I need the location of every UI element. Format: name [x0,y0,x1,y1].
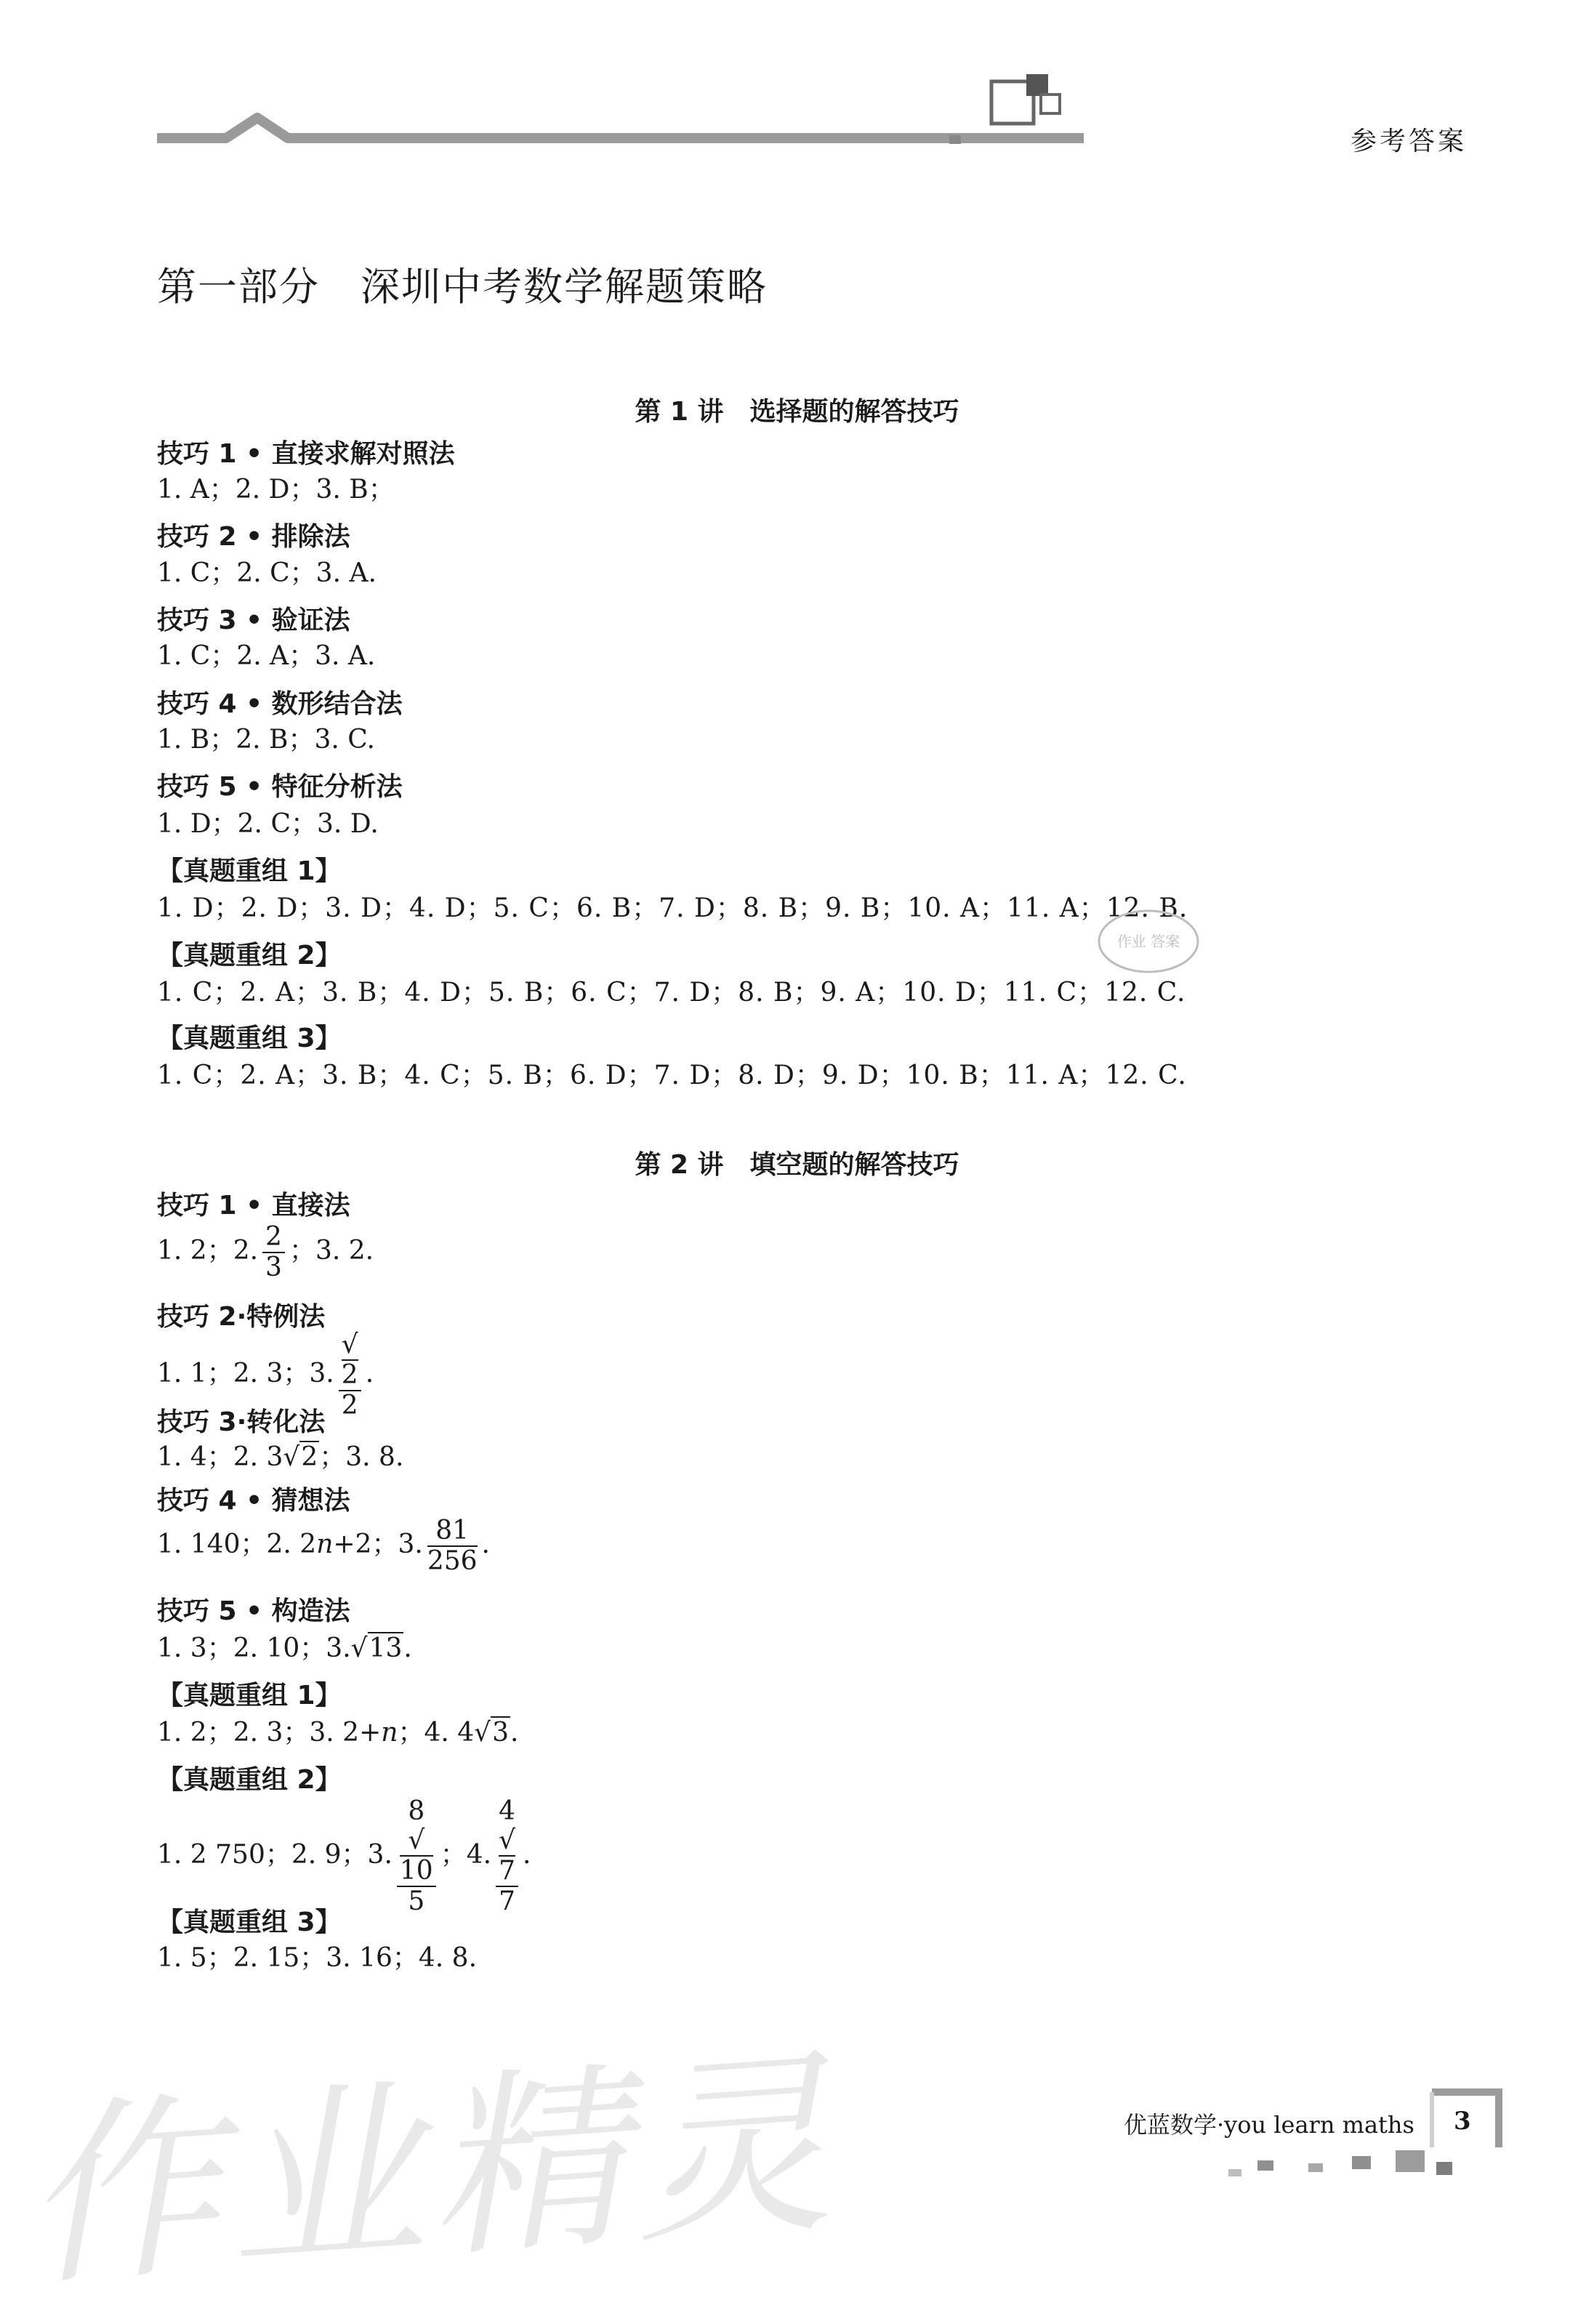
l1-answer-4: 1. B；2. B；3. C. [157,725,375,755]
l2-heading-6: 【真题重组 1】 [157,1681,342,1710]
l1-answer-5: 1. D；2. C；3. D. [157,809,379,839]
l1-heading-7: 【真题重组 2】 [157,941,342,970]
l1-answer-7: 1. C；2. A；3. B；4. D；5. B；6. C；7. D；8. B；9. A；10. D；11. C；12. C. [157,978,1186,1008]
l2-heading-1: 技巧 1 • 直接法 [157,1191,350,1221]
header-rule [157,65,1087,153]
l1-answer-3: 1. C；2. A；3. A. [157,641,376,671]
lecture-2-title: 第 2 讲 填空题的解答技巧 [635,1150,959,1180]
header-corner-label: 参考答案 [1351,126,1468,156]
stamp-seal [1090,901,1207,981]
l2-answer-2: 1. 1；2. 3；3. √ 2 2 . [157,1330,374,1420]
l2-heading-2: 技巧 2·特例法 [157,1302,326,1332]
l2-answer-8: 1. 5；2. 15；3. 16；4. 8. [157,1943,478,1973]
page-number: 3 [1454,2107,1471,2136]
footer-dots [1228,2144,1476,2188]
l2-answer-4: 1. 140；2. 2n+2；3. $\frac{81}{256}$ . [157,1516,490,1576]
sqrt-3: √3 [474,1718,509,1748]
fraction-sqrt2-2: √ 2 2 [339,1330,361,1420]
l1-heading-2: 技巧 2 • 排除法 [157,522,350,552]
l2-heading-3: 技巧 3·转化法 [157,1407,326,1437]
fraction-8sqrt10-5: 8 √ 10 5 [397,1797,436,1916]
l1-heading-8: 【真题重组 3】 [157,1024,342,1053]
l2-answer-7: 1. 2 750；2. 9；3. 8 √ 10 5 ；4. 4 √ 7 7 . [157,1796,531,1916]
page-title: 第一部分 深圳中考数学解题策略 [157,264,768,310]
watermark: 作业精灵 [15,2028,845,2314]
l2-heading-4: 技巧 4 • 猜想法 [157,1486,350,1516]
l1-heading-4: 技巧 4 • 数形结合法 [157,689,403,719]
l2-heading-7: 【真题重组 2】 [157,1765,342,1795]
l2-answer-1-a: 1. 2；2. [157,1236,259,1266]
l1-heading-6: 【真题重组 1】 [157,856,342,886]
l2-answer-5: 1. 3；2. 10；3.√13. [157,1633,412,1663]
l1-answer-1: 1. A；2. D；3. B； [157,475,395,504]
l1-answer-2: 1. C；2. C；3. A. [157,558,377,588]
fraction-81-256: $\frac{81}{256}$ [427,1516,478,1576]
l1-heading-3: 技巧 3 • 验证法 [157,606,350,635]
l1-answer-6: 1. D；2. D；3. D；4. D；5. C；6. B；7. D；8. B；9. B；10. A；11. A；12. B. [157,893,1188,923]
l2-heading-8: 【真题重组 3】 [157,1907,342,1937]
lecture-1-title: 第 1 讲 选择题的解答技巧 [635,397,959,427]
l1-answer-8: 1. C；2. A；3. B；4. C；5. B；6. D；7. D；8. D；9. D；10. B；11. A；12. C. [157,1061,1187,1090]
fraction-2-3: $\frac{2}{3}$ [262,1223,285,1282]
l2-answer-1: 1. 2；2. $\frac{2}{3}$ ；3. 2. [157,1222,374,1282]
l2-answer-6: 1. 2；2. 3；3. 2+n；4. 4√3. [157,1718,519,1748]
svg-text:作业 答案: 作业 答案 [1116,933,1180,950]
l2-answer-3: 1. 4；2. 3√2；3. 8. [157,1442,404,1472]
l1-heading-5: 技巧 5 • 特征分析法 [157,772,403,802]
sqrt-2: √2 [283,1442,318,1472]
l1-heading-1: 技巧 1 • 直接求解对照法 [157,439,455,469]
sqrt-13: √13 [350,1633,403,1663]
l2-heading-5: 技巧 5 • 构造法 [157,1596,350,1626]
fraction-4sqrt7-7: 4 √ 7 7 [496,1797,518,1916]
footer-brand: 优蓝数学·you learn maths [1124,2111,1414,2139]
